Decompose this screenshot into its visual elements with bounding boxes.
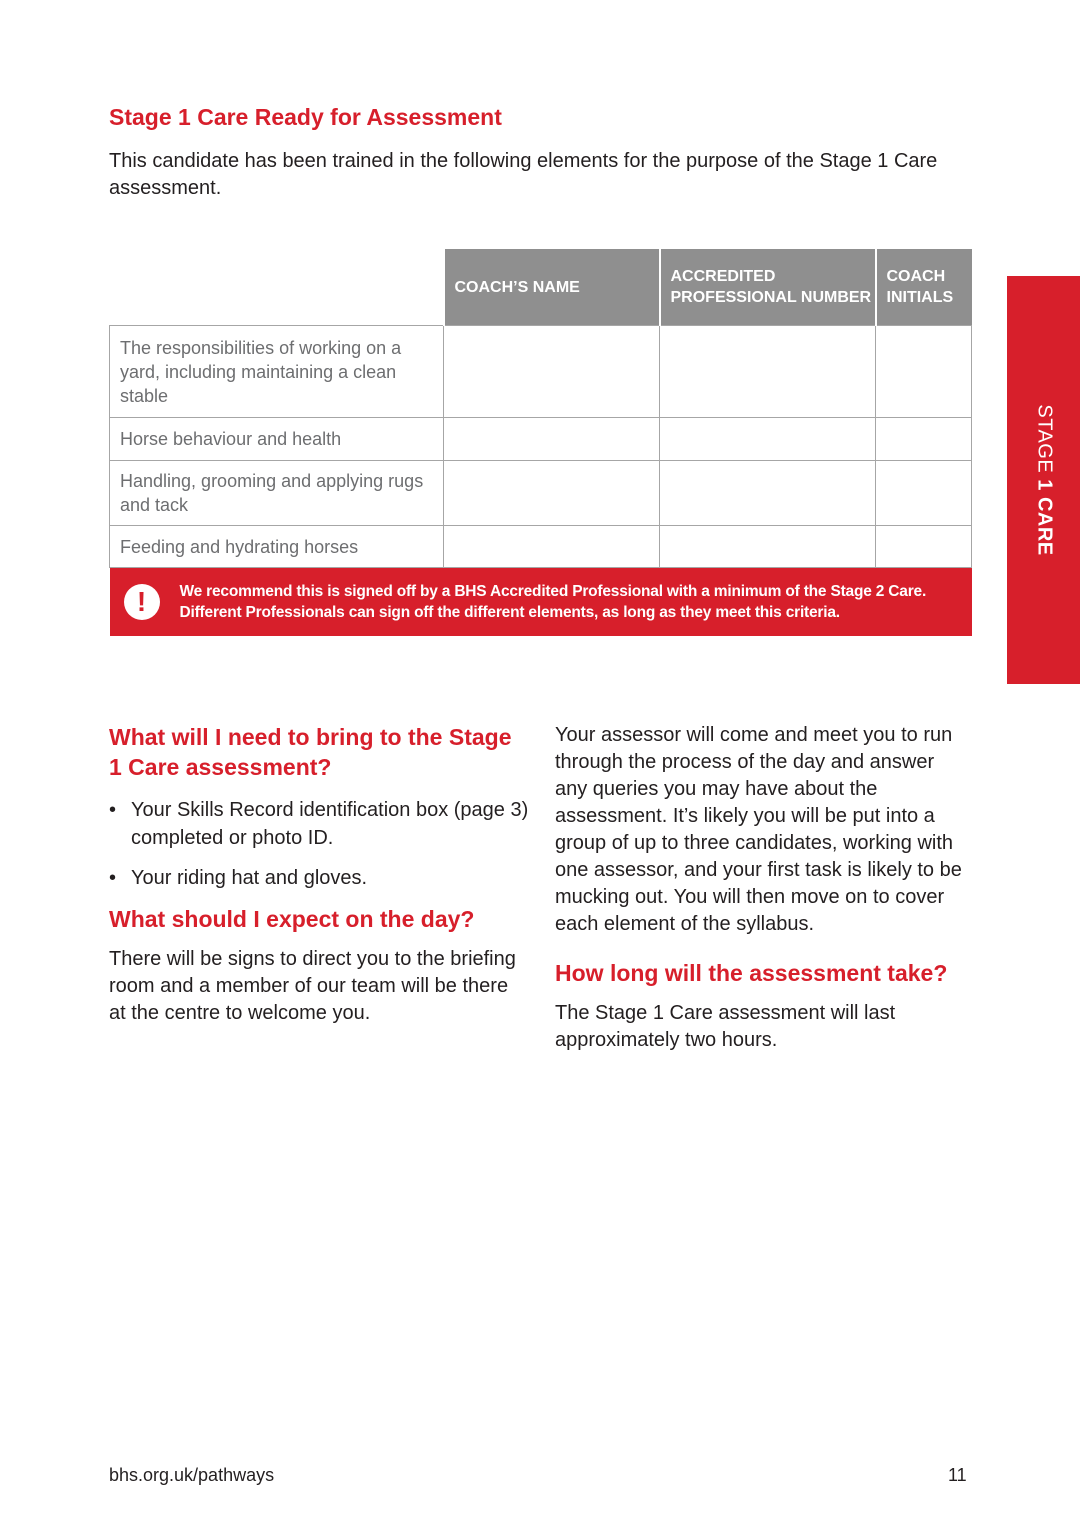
alert-banner bbox=[110, 568, 972, 637]
header-accredited-number: ACCREDITED PROFESSIONAL NUMBER bbox=[660, 249, 876, 326]
section-tab-label: STAGE 1 CARE bbox=[1033, 404, 1055, 556]
accredited-number-cell[interactable] bbox=[660, 526, 876, 568]
left-column bbox=[109, 722, 529, 1027]
exclamation-icon: ! bbox=[124, 584, 160, 620]
expect-heading: What should I expect on the day? bbox=[109, 906, 475, 932]
intro-text: This candidate has been trained in the following elements for the purpose of the Stage 1 Care assessment. bbox=[109, 150, 938, 199]
coach-name-cell[interactable] bbox=[444, 326, 660, 418]
accredited-number-cell[interactable] bbox=[660, 461, 876, 526]
coach-initials-cell[interactable] bbox=[876, 418, 972, 461]
table-row bbox=[110, 461, 972, 526]
coach-name-cell[interactable] bbox=[444, 418, 660, 461]
coach-initials-cell[interactable] bbox=[876, 461, 972, 526]
accredited-number-cell[interactable] bbox=[660, 326, 876, 418]
bullet-icon: • bbox=[109, 799, 117, 821]
element-label: The responsibilities of working on a yard, including maintaining a clean stable bbox=[110, 326, 444, 418]
coach-name-cell[interactable] bbox=[444, 461, 660, 526]
element-label: Horse behaviour and health bbox=[110, 418, 444, 461]
sign-off-table bbox=[109, 249, 972, 636]
list-item: • Your riding hat and gloves. bbox=[109, 864, 529, 892]
page-title: Stage 1 Care Ready for Assessment bbox=[109, 104, 502, 130]
section-tab bbox=[1007, 276, 1080, 684]
accredited-number-cell[interactable] bbox=[660, 418, 876, 461]
right-column bbox=[555, 722, 970, 1054]
alert-text: We recommend this is signed off by a BHS Accredited Professional with a minimum of the Stage 2 Care. Different Professionals can sign off the different elements, as long as they meet this criteria. bbox=[179, 583, 927, 621]
list-item: • Your Skills Record identification box (page 3) completed or photo ID. bbox=[109, 796, 529, 852]
table-row bbox=[110, 526, 972, 568]
table-row bbox=[110, 326, 972, 418]
coach-initials-cell[interactable] bbox=[876, 326, 972, 418]
bring-heading: What will I need to bring to the Stage 1 Care assessment? bbox=[109, 724, 512, 780]
header-coach-initials: COACH INITIALS bbox=[876, 249, 972, 326]
coach-name-cell[interactable] bbox=[444, 526, 660, 568]
bullet-icon: • bbox=[109, 867, 117, 889]
table-row bbox=[110, 418, 972, 461]
assessor-text: Your assessor will come and meet you to run through the process of the day and answer any queries you may have about the assessment. It’s likely you will be put into a group of up to three candidates, working with one assessor, and your first task is likely to be mucking out. You will then move on to cover each element of the syllabus. bbox=[555, 724, 962, 935]
element-label: Handling, grooming and applying rugs and tack bbox=[110, 461, 444, 526]
expect-text: There will be signs to direct you to the briefing room and a member of our team will be there at the centre to welcome you. bbox=[109, 948, 516, 1024]
coach-initials-cell[interactable] bbox=[876, 526, 972, 568]
duration-text: The Stage 1 Care assessment will last approximately two hours. bbox=[555, 1002, 896, 1051]
element-label: Feeding and hydrating horses bbox=[110, 526, 444, 568]
bring-list bbox=[109, 796, 529, 892]
page-number: 11 bbox=[948, 1465, 967, 1485]
duration-heading: How long will the assessment take? bbox=[555, 960, 948, 986]
header-coach-name: COACH’S NAME bbox=[444, 249, 660, 326]
footer-link[interactable]: bhs.org.uk/pathways bbox=[109, 1465, 275, 1485]
table-corner bbox=[110, 249, 444, 326]
